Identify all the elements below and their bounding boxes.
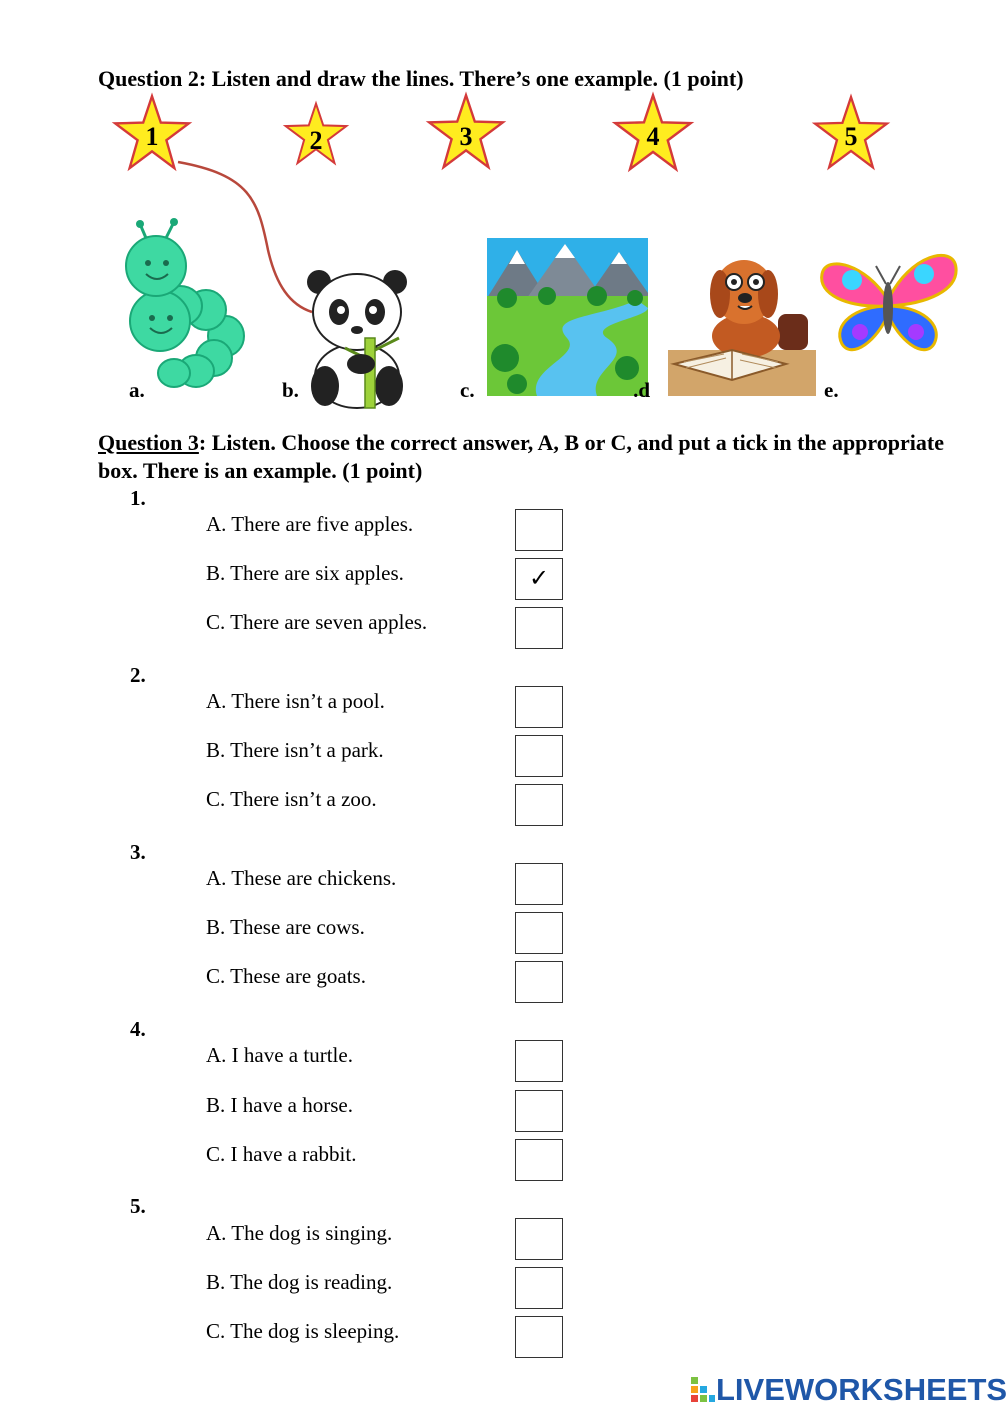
answer-checkbox[interactable] (515, 912, 563, 954)
option-text: B. I have a horse. (206, 1093, 353, 1117)
answer-checkbox[interactable] (515, 863, 563, 905)
question-2-title: Question 2: Listen and draw the lines. There’s one example. (1 point) (98, 66, 744, 91)
picture-label-e: e. (824, 378, 839, 402)
item-number: 2. (130, 663, 146, 687)
option-text: B. These are cows. (206, 915, 365, 939)
star-number: 5 (844, 122, 858, 151)
item-number: 5. (130, 1194, 146, 1218)
option-text: A. I have a turtle. (206, 1043, 353, 1067)
picture-label-a: a. (129, 378, 145, 402)
liveworksheets-blocks-icon (690, 1375, 716, 1405)
item-number: 1. (130, 486, 146, 510)
dog-reading-picture (668, 252, 816, 396)
answer-checkbox[interactable] (515, 1090, 563, 1132)
answer-checkbox[interactable] (515, 735, 563, 777)
option-text: C. The dog is sleeping. (206, 1319, 400, 1343)
brand-name: LIVEWORKSHEETS (716, 1372, 1007, 1407)
option-text: A. There isn’t a pool. (206, 689, 385, 713)
picture-label-d: d. (633, 378, 650, 402)
answer-checkbox[interactable] (515, 686, 563, 728)
answer-checkbox[interactable]: ✓ (515, 558, 563, 600)
option-text: C. There are seven apples. (206, 610, 428, 634)
butterfly-picture (816, 244, 960, 360)
option-text: A. There are five apples. (206, 512, 414, 536)
option-text: C. These are goats. (206, 964, 366, 988)
answer-checkbox[interactable] (515, 607, 563, 649)
liveworksheets-logo[interactable] (690, 1372, 1007, 1408)
option-text: B. There are six apples. (206, 561, 404, 585)
panda-picture (303, 268, 411, 410)
option-text: A. These are chickens. (206, 866, 397, 890)
caterpillar-picture (118, 218, 253, 393)
option-text: B. The dog is reading. (206, 1270, 393, 1294)
answer-checkbox[interactable] (515, 1139, 563, 1181)
option-text: B. There isn’t a park. (206, 738, 384, 762)
star-number: 1 (145, 122, 159, 151)
item-number: 4. (130, 1017, 146, 1041)
star-number: 3 (459, 122, 473, 151)
option-text: A. The dog is singing. (206, 1221, 393, 1245)
star-number: 2 (309, 126, 323, 155)
question-3-instructions: : Listen. Choose the correct answer, A, B or C, and put a tick in the appropriate box. There is an example. (1 point) (98, 430, 944, 483)
answer-checkbox[interactable] (515, 1316, 563, 1358)
item-number: 3. (130, 840, 146, 864)
question-3-title (98, 429, 944, 485)
answer-checkbox[interactable] (515, 961, 563, 1003)
option-text: C. There isn’t a zoo. (206, 787, 377, 811)
mountain-river-picture (487, 238, 648, 396)
answer-checkbox[interactable] (515, 1040, 563, 1082)
star-number: 4 (646, 122, 660, 151)
picture-label-c: c. (460, 378, 475, 402)
picture-label-b: b. (282, 378, 299, 402)
answer-checkbox[interactable] (515, 1267, 563, 1309)
answer-checkbox[interactable] (515, 1218, 563, 1260)
option-text: C. I have a rabbit. (206, 1142, 357, 1166)
question-3-heading: Question 3 (98, 430, 199, 455)
answer-checkbox[interactable] (515, 509, 563, 551)
answer-checkbox[interactable] (515, 784, 563, 826)
